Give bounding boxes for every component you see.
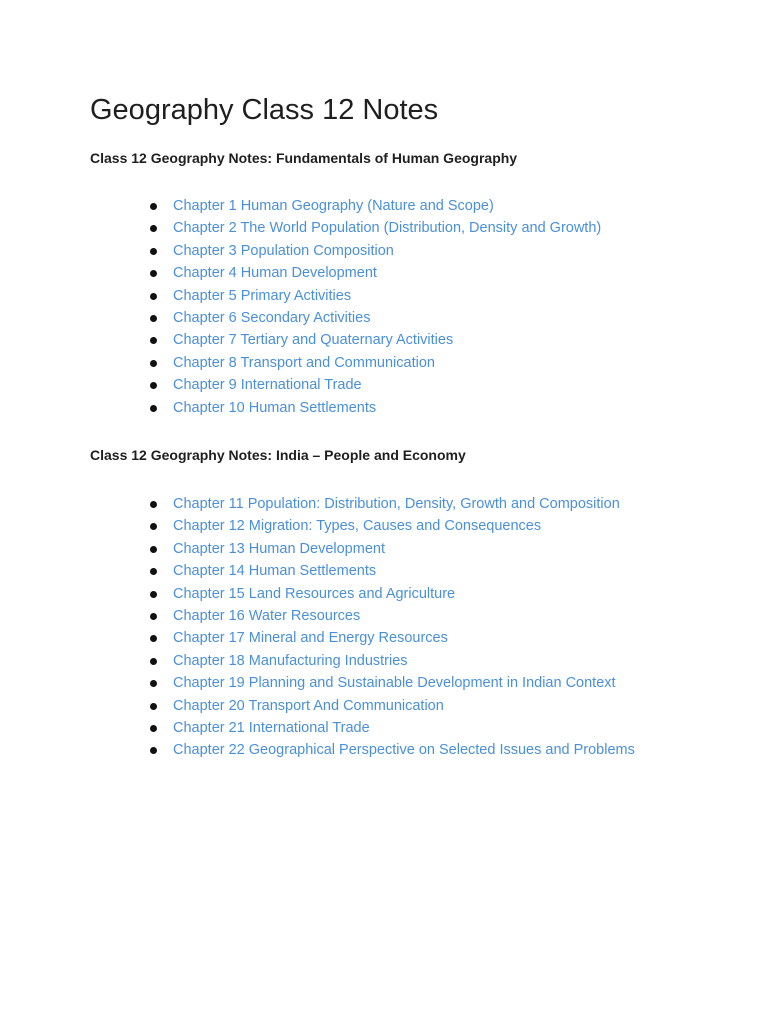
chapter-link[interactable]: Chapter 5 Primary Activities [173,287,352,304]
chapter-link[interactable]: Chapter 17 Mineral and Energy Resources [173,630,448,647]
chapter-link[interactable]: Chapter 1 Human Geography (Nature and Scope) [173,198,494,214]
bullet-icon [150,270,157,277]
chapter-link[interactable]: Chapter 12 Migration: Types, Causes and Consequences [173,518,542,535]
bullet-icon [150,203,157,210]
chapter-link[interactable]: Chapter 20 Transport And Communication [173,697,444,714]
chapter-link[interactable]: Chapter 2 The World Population (Distribution, Density and Growth) [173,220,602,237]
chapter-link[interactable]: Chapter 19 Planning and Sustainable Development in Indian Context [173,675,616,692]
bullet-icon [150,382,157,389]
bullet-icon [150,613,157,620]
section-heading-fundamentals: Class 12 Geography Notes: Fundamentals of Human Geography [90,150,518,166]
bullet-icon [150,546,157,553]
bullet-icon [150,360,157,367]
chapter-link[interactable]: Chapter 21 International Trade [173,719,370,736]
chapter-link[interactable]: Chapter 14 Human Settlements [173,563,377,580]
bullet-icon [150,591,157,598]
chapter-link[interactable]: Chapter 6 Secondary Activities [173,309,371,326]
bullet-icon [150,658,157,665]
bullet-icon [150,405,157,412]
bullet-icon [150,635,157,642]
bullet-icon [150,337,157,344]
page-title: Geography Class 12 Notes [90,94,439,126]
bullet-icon [150,248,157,255]
chapter-link[interactable]: Chapter 7 Tertiary and Quaternary Activities [173,332,454,349]
chapter-link[interactable]: Chapter 18 Manufacturing Industries [173,652,408,669]
bullet-icon [150,680,157,687]
bullet-icon [150,747,157,754]
bullet-icon [150,568,157,575]
chapter-link[interactable]: Chapter 16 Water Resources [173,607,361,624]
chapter-link[interactable]: Chapter 9 International Trade [173,377,362,394]
chapter-link[interactable]: Chapter 13 Human Development [173,540,385,557]
chapter-link[interactable]: Chapter 15 Land Resources and Agriculture [173,585,456,602]
chapter-link[interactable]: Chapter 4 Human Development [173,265,377,282]
chapter-link[interactable]: Chapter 3 Population Composition [173,242,394,259]
bullet-icon [150,703,157,710]
chapter-link[interactable]: Chapter 10 Human Settlements [173,399,377,416]
bullet-icon [150,523,157,530]
bullet-icon [150,501,157,508]
chapter-link[interactable]: Chapter 8 Transport and Communication [173,354,435,371]
bullet-icon [150,225,157,232]
bullet-icon [150,725,157,732]
bullet-icon [150,315,157,322]
chapter-link[interactable]: Chapter 11 Population: Distribution, Density, Growth and Composition [173,496,620,512]
chapter-link[interactable]: Chapter 22 Geographical Perspective on Selected Issues and Problems [173,742,635,759]
section-heading-india: Class 12 Geography Notes: India – People and Economy [90,447,466,463]
bullet-icon [150,293,157,300]
